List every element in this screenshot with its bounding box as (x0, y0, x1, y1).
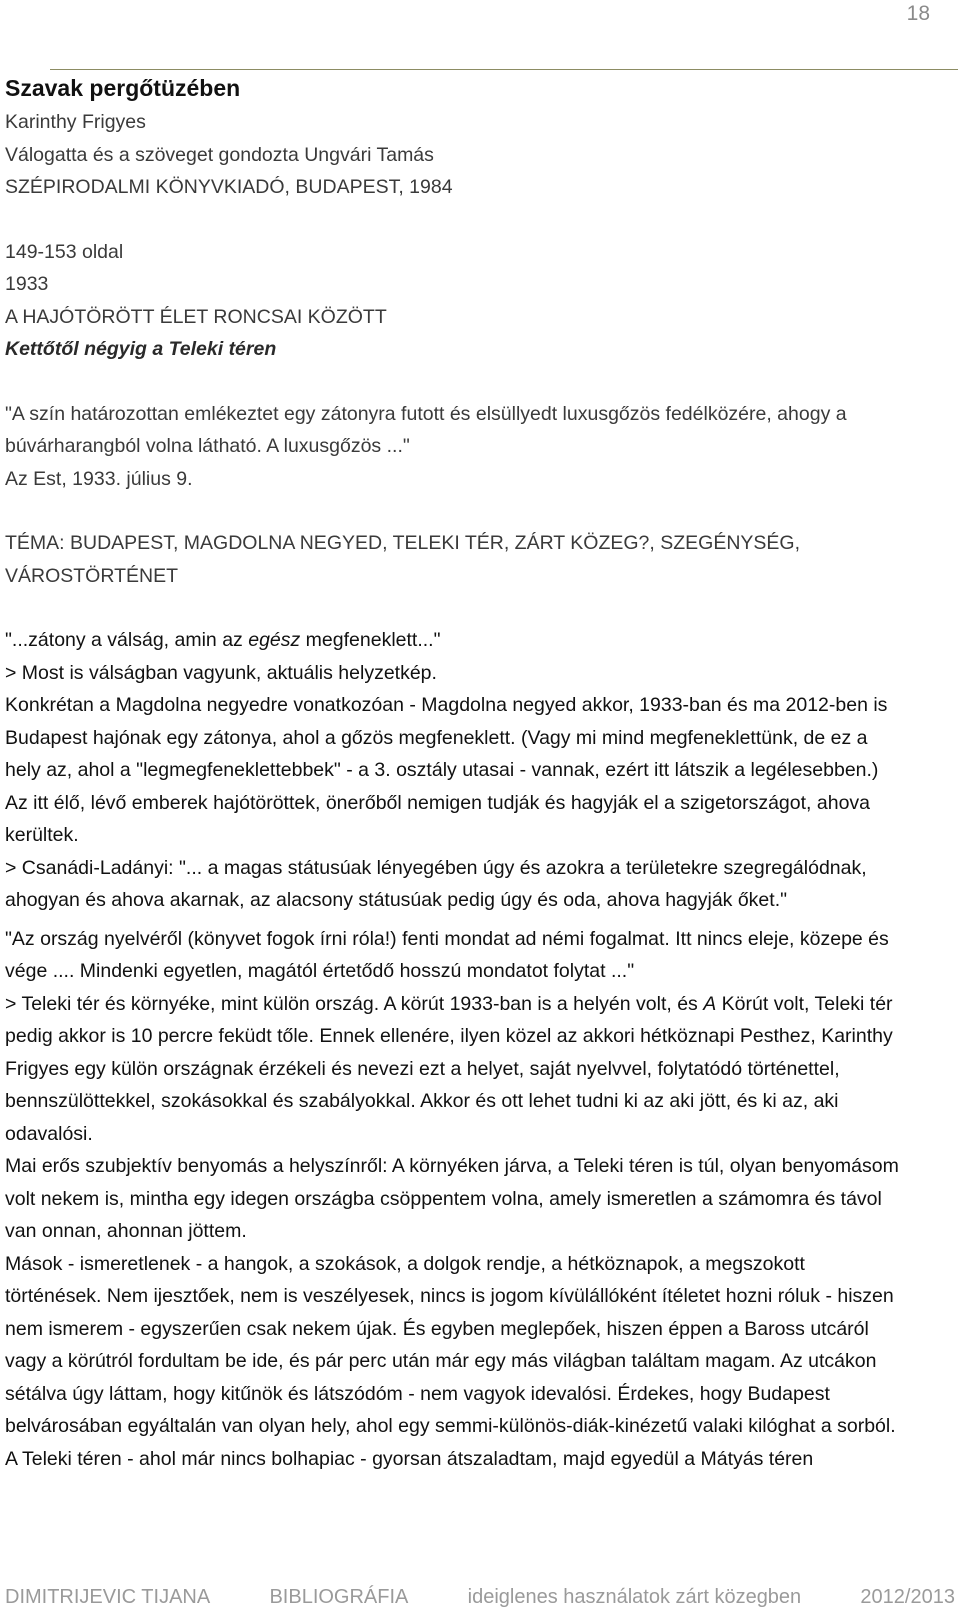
body-text: > Teleki tér és környéke, mint külön ország. A körút 1933-ban is a helyén volt, és (5, 992, 704, 1015)
body-line: Konkrétan a Magdolna negyedre vonatkozóan - Magdolna negyed akkor, 1933-ban és ma 2012-ben is (5, 694, 888, 716)
chapter-subtitle: Kettőtől négyig a Teleki téren (5, 338, 277, 360)
body-line: Mások - ismeretlenek - a hangok, a szokások, a dolgok rendje, a hétköznapok, a megszokott (5, 1252, 805, 1275)
body-emphasis: egész (248, 629, 301, 651)
footer-section: BIBLIOGRÁFIA (269, 1586, 409, 1608)
page-content (5, 70, 950, 1475)
quote-line: búvárharangból volna látható. A luxusgőzös ..." (5, 435, 410, 457)
body-line: odavalósi. (5, 1122, 93, 1145)
spacer (5, 592, 950, 624)
body-line: Frigyes egy külön országnak érzékeli és nevezi ezt a helyet, saját nyelvvel, folytatódó történettel, (5, 1057, 840, 1080)
body-line: történések. Nem ijesztőek, nem is veszélyesek, nincs is jogom kívülállóként ítéletet hozni róluk - hiszen (5, 1285, 894, 1307)
body-text: "...zátony a válság, amin az (5, 629, 249, 651)
footer-year: 2012/2013 (860, 1586, 955, 1608)
spacer (5, 495, 950, 527)
body-text: megfeneklett..." (300, 629, 441, 651)
body-line (5, 988, 950, 1021)
chapter-title: A HAJÓTÖRÖTT ÉLET RONCSAI KÖZÖTT (5, 305, 387, 328)
body-line (5, 624, 950, 657)
body-line: bennszülöttekkel, szokásokkal és szabályokkal. Akkor és ott lehet tudni ki az aki jött, és ki az, aki (5, 1090, 839, 1112)
body-line: Mai erős szubjektív benyomás a helyszínről: A környéken járva, a Teleki téren is túl, olyan benyomásom (5, 1155, 899, 1177)
book-title: Szavak pergőtüzében (5, 75, 241, 101)
body-line: sétálva úgy láttam, hogy kitűnök és látszódóm - nem vagyok idevalósi. Érdekes, hogy Budapest (5, 1382, 830, 1405)
topic-line: VÁROSTÖRTÉNET (5, 564, 178, 587)
quote-line: "A szín határozottan emlékeztet egy zátonyra futott és elsüllyedt luxusgőzös fedélközére, ahogy a (5, 402, 847, 425)
body-emphasis: A (703, 992, 717, 1015)
body-line: ahogyan és ahova akarnak, az alacsony státusúak pedig úgy és oda, ahova hagyják őket." (5, 889, 788, 911)
spacer (5, 204, 950, 236)
source-pages: 149-153 oldal (5, 240, 124, 263)
book-author: Karinthy Frigyes (5, 111, 146, 133)
body-text: Körút volt, Teleki tér (716, 992, 893, 1015)
body-line: > Most is válságban vagyunk, aktuális helyzetkép. (5, 661, 437, 684)
book-publisher: SZÉPIRODALMI KÖNYVKIADÓ, BUDAPEST, 1984 (5, 176, 453, 198)
body-line: Budapest hajónak egy zátonya, ahol a gőzös megfeneklett. (Vagy mi mind megfeneklettünk, de ez a (5, 726, 868, 749)
body-line: kerültek. (5, 824, 79, 846)
page-number: 18 (906, 2, 930, 25)
body-line: A Teleki téren - ahol már nincs bolhapiac - gyorsan átszaladtam, majd egyedül a Mátyás téren (5, 1447, 814, 1470)
footer-author: DIMITRIJEVIC TIJANA (5, 1586, 211, 1608)
spacer (5, 366, 950, 398)
body-line: vagy a körútról fordultam be ide, és pár perc után már egy más világban találtam magam. Az utcákon (5, 1350, 877, 1372)
body-line: nem ismerem - egyszerűen csak nekem újak. És egyben meglepőek, hiszen éppen a Baross utcáról (5, 1317, 869, 1340)
body-line: "Az ország nyelvéről (könyvet fogok írni róla!) fenti mondat ad némi fogalmat. Itt nincs eleje, közepe és (5, 927, 889, 950)
page-footer (5, 1586, 955, 1609)
body-line: pedig akkor is 10 percre feküdt tőle. Ennek ellenére, ilyen közel az akkori hétköznapi Pesthez, Karinthy (5, 1025, 893, 1047)
body-line: Az itt élő, lévő emberek hajótöröttek, önerőből nemigen tudják és hagyják el a szigetországot, ahova (5, 791, 871, 814)
source-year: 1933 (5, 273, 49, 295)
body-line: vége .... Mindenki egyetlen, magától értetődő hosszú mondatot folytat ..." (5, 960, 635, 982)
body-line: van onnan, ahonnan jöttem. (5, 1220, 247, 1242)
body-line: > Csanádi-Ladányi: "... a magas státusúak lényegében úgy és azokra a területekre szegregálódnak, (5, 856, 867, 879)
body-line: hely az, ahol a "legmegfeneklettebbek" - a 3. osztály utasai - vannak, ezért itt látszik a legélesebben.) (5, 759, 879, 781)
book-editor: Válogatta és a szöveget gondozta Ungvári Tamás (5, 143, 434, 166)
body-line: belvárosában egyáltalán van olyan hely, ahol egy semmi-különös-diák-kinézetű valaki kilóghat a sorból. (5, 1415, 896, 1437)
footer-topic: ideiglenes használatok zárt közegben (467, 1586, 802, 1608)
quote-citation: Az Est, 1933. július 9. (5, 467, 193, 490)
topic-line: TÉMA: BUDAPEST, MAGDOLNA NEGYED, TELEKI TÉR, ZÁRT KÖZEG?, SZEGÉNYSÉG, (5, 532, 801, 554)
body-line: volt nekem is, mintha egy idegen országba csöppentem volna, amely ismeretlen a számomra és távol (5, 1187, 882, 1210)
